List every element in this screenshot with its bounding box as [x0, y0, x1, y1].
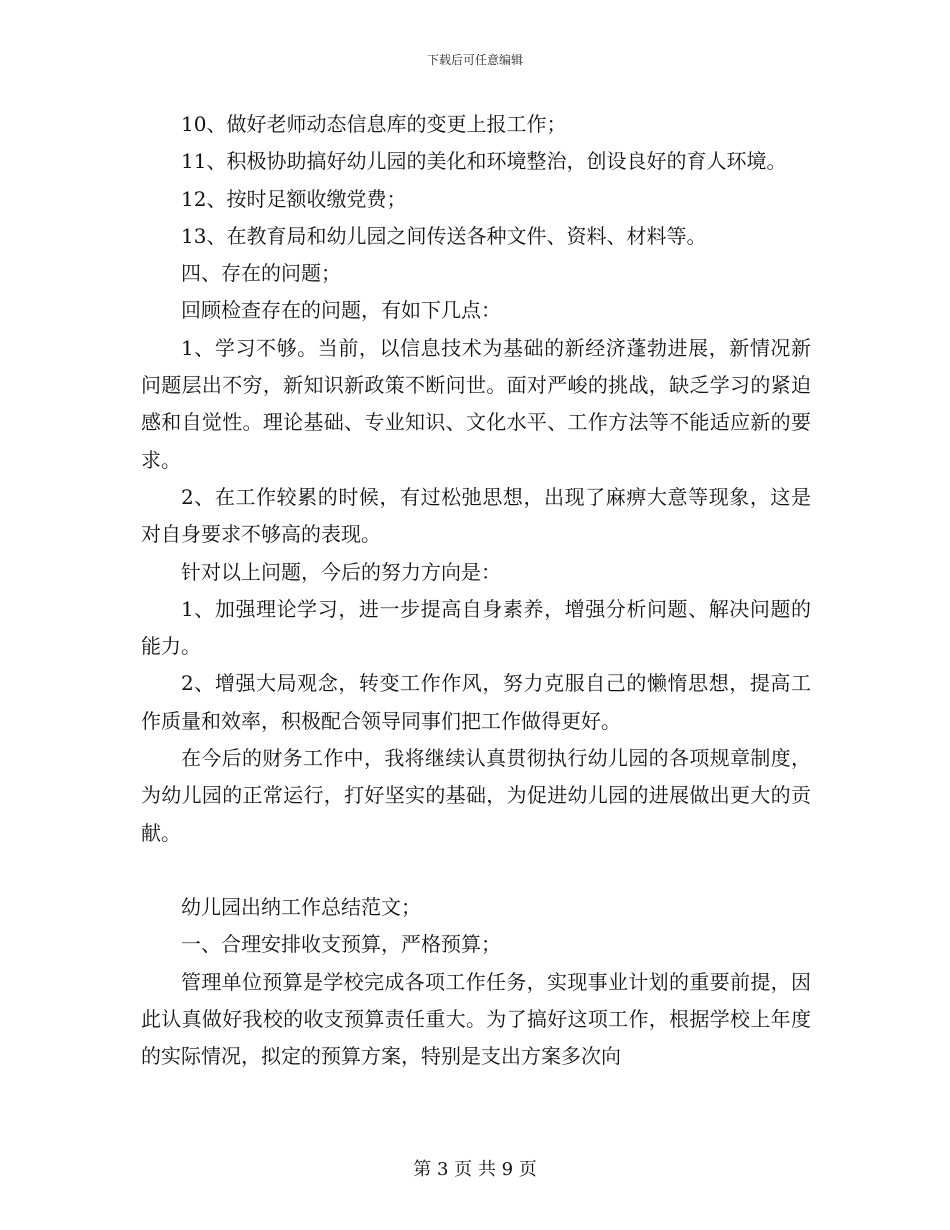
document-body	[141, 106, 811, 1075]
paragraph-item-13: 13、在教育局和幼儿园之间传送各种文件、资料、材料等。	[181, 223, 707, 248]
paragraph-item-12: 12、按时足额收缴党费；	[181, 186, 407, 211]
paragraph-review-intro: 回顾检查存在的问题，有如下几点：	[181, 298, 501, 323]
paragraph-problem-1: 1、学习不够。当前，以信息技术为基础的新经济蓬勃进展，新情况新问题层出不穷，新知识新政策不断问世。面对严峻的挑战，缺乏学习的紧迫感和自觉性。理论基础、专业知识、文化水平、工作方法等不能适应新的要求。	[141, 335, 811, 472]
section-heading-problems: 四、存在的问题；	[181, 261, 341, 286]
paragraph-direction-1: 1、加强理论学习，进一步提高自身素养，增强分析问题、解决问题的能力。	[141, 596, 811, 659]
page-header: 下载后可任意编辑	[426, 53, 523, 67]
paragraph-item-11: 11、积极协助搞好幼儿园的美化和环境整治，创设良好的育人环境。	[181, 149, 787, 174]
section-title-cashier-summary: 幼儿园出纳工作总结范文；	[181, 894, 421, 919]
paragraph-conclusion: 在今后的财务工作中，我将继续认真贯彻执行幼儿园的各项规章制度，为幼儿园的正常运行，打好坚实的基础，为促进幼儿园的进展做出更大的贡献。	[141, 746, 811, 845]
paragraph-problem-2: 2、在工作较累的时候，有过松弛思想，出现了麻痹大意等现象，这是对自身要求不够高的表现。	[141, 484, 811, 547]
paragraph-direction-2: 2、增强大局观念，转变工作作风，努力克服自己的懒惰思想，提高工作质量和效率，积极配合领导同事们把工作做得更好。	[141, 671, 811, 733]
page-number: 第 3 页 共 9 页	[413, 1159, 537, 1180]
paragraph-budget-management: 管理单位预算是学校完成各项工作任务，实现事业计划的重要前提，因此认真做好我校的收支预算责任重大。为了搞好这项工作，根据学校上年度的实际情况，拟定的预算方案，特别是支出方案多次向	[141, 969, 811, 1069]
section-heading-budget: 一、合理安排收支预算，严格预算；	[181, 932, 501, 957]
section-spacer	[141, 852, 811, 889]
paragraph-direction-intro: 针对以上问题，今后的努力方向是：	[181, 559, 501, 584]
paragraph-item-10: 10、做好老师动态信息库的变更上报工作；	[181, 112, 567, 136]
